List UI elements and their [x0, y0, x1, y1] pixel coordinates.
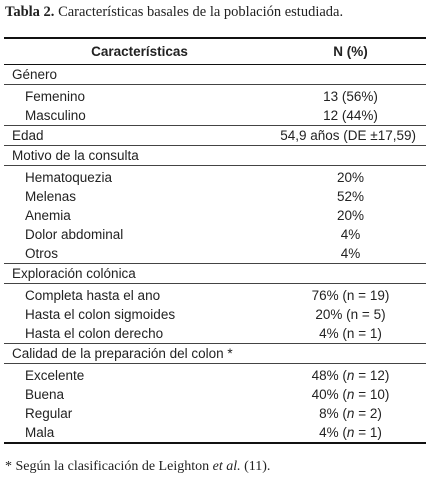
- row-value: 54,9 años (DE ±17,59): [275, 126, 426, 146]
- row-value: 4%: [340, 246, 361, 261]
- row-label: Hematoquezia: [25, 170, 113, 185]
- table-row: [4, 423, 426, 443]
- row-label: Anemia: [25, 208, 71, 223]
- table-row: [4, 206, 426, 225]
- table-header-row: [4, 38, 426, 65]
- row-label: Femenino: [25, 89, 86, 104]
- row-value: 48% (n = 12): [311, 368, 390, 383]
- table-row: [4, 324, 426, 344]
- row-label: Melenas: [25, 189, 77, 204]
- table-row: [4, 404, 426, 423]
- table-row: [4, 305, 426, 324]
- row-value: 13 (56%): [323, 89, 378, 104]
- table-row: [4, 244, 426, 264]
- group-label: Motivo de la consulta: [4, 146, 426, 166]
- row-label: Excelente: [25, 368, 85, 383]
- group-label: Edad: [4, 126, 275, 146]
- caption-text: Características basales de la población estudiada.: [58, 4, 344, 20]
- group-label: Exploración colónica: [4, 264, 426, 284]
- row-label: Otros: [25, 246, 59, 261]
- row-label: Mala: [4, 423, 275, 443]
- group-label: Género: [4, 65, 426, 85]
- row-value: 12 (44%): [323, 108, 378, 123]
- table-row: [4, 225, 426, 244]
- row-label: Dolor abdominal: [25, 227, 124, 242]
- table-row: [4, 168, 426, 187]
- table-footnote: * Según la clasificación de Leighton et al. (11).: [5, 459, 271, 474]
- row-value: 20% (n = 5): [315, 307, 386, 322]
- characteristics-table: [4, 37, 426, 444]
- header-characteristics: Características: [4, 38, 275, 65]
- row-label: Buena: [25, 387, 65, 402]
- table-row: [4, 385, 426, 404]
- table-row: [4, 106, 426, 126]
- row-value: 20%: [336, 170, 365, 185]
- caption-label: Tabla 2.: [5, 4, 55, 20]
- table-caption: [5, 2, 343, 22]
- row-value: 20%: [336, 208, 365, 223]
- header-n-percent: N (%): [275, 38, 426, 65]
- table-row: [4, 286, 426, 305]
- group-row-edad: [4, 126, 426, 146]
- row-label: Masculino: [25, 108, 86, 123]
- row-value: 8% (n = 2): [319, 406, 382, 421]
- group-row-genero: [4, 65, 426, 85]
- table-row: [4, 187, 426, 206]
- table-row: [4, 87, 426, 106]
- row-label: Hasta el colon derecho: [25, 326, 164, 341]
- group-row-calidad: [4, 344, 426, 364]
- row-label: Regular: [25, 406, 73, 421]
- group-label: Calidad de la preparación del colon *: [4, 344, 426, 364]
- table-row: [4, 366, 426, 385]
- row-value: 52%: [336, 189, 365, 204]
- row-label: Hasta el colon sigmoides: [25, 307, 176, 322]
- row-value: 4% (n = 1): [275, 423, 426, 443]
- group-row-motivo: [4, 146, 426, 166]
- group-row-exploracion: [4, 264, 426, 284]
- row-value: 76% (n = 19): [311, 288, 390, 303]
- row-value: 4% (n = 1): [319, 326, 382, 341]
- row-value: 4%: [340, 227, 361, 242]
- row-value: 40% (n = 10): [311, 387, 390, 402]
- row-label: Completa hasta el ano: [25, 288, 161, 303]
